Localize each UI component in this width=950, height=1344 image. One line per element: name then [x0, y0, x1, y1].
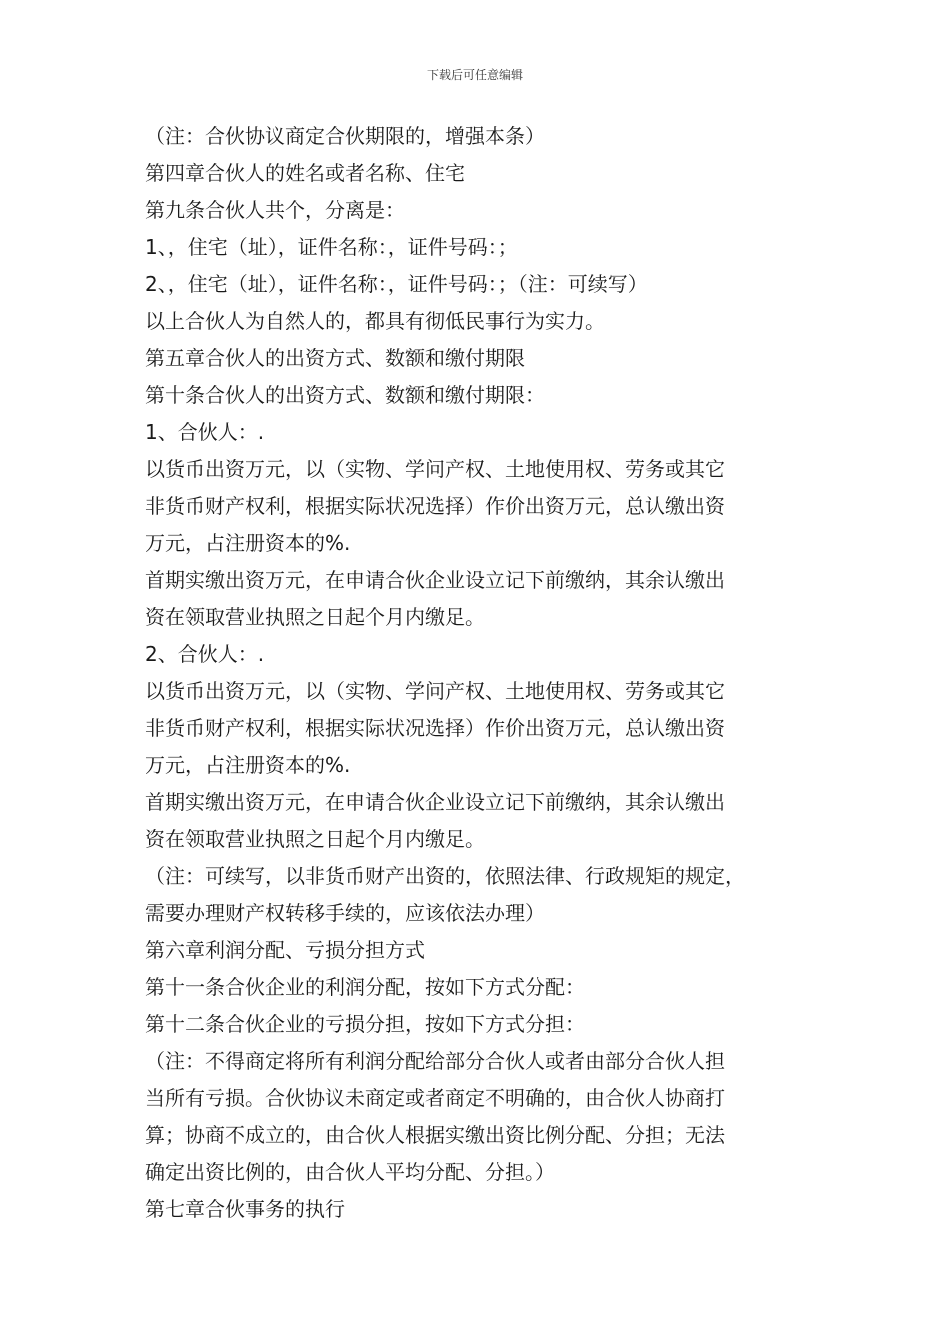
chapter-heading: 第五章合伙人的出资方式、数额和缴付期限	[145, 346, 525, 370]
document-body	[145, 118, 835, 1228]
text-line: 以上合伙人为自然人的，都具有彻低民事行为实力。	[145, 309, 605, 333]
text-line: 第九条合伙人共个，分离是：	[145, 198, 405, 222]
text-line: （注：合伙协议商定合伙期限的，增强本条）	[145, 124, 545, 148]
text-line: 资在领取营业执照之日起个月内缴足。	[145, 605, 485, 629]
text-line: 算；协商不成立的，由合伙人根据实缴出资比例分配、分担；无法	[145, 1123, 725, 1147]
chapter-heading: 第六章利润分配、亏损分担方式	[145, 938, 425, 962]
text-line: 1、，住宅（址），证件名称：，证件号码：；	[145, 235, 518, 259]
text-line: 万元，占注册资本的%.	[145, 531, 351, 555]
text-line: 需要办理财产权转移手续的，应该依法办理）	[145, 901, 545, 925]
page-header: 下载后可任意编辑	[426, 68, 523, 82]
text-line: 2、，住宅（址），证件名称：，证件号码：；（注：可续写）	[145, 272, 648, 296]
text-line: （注：可续写，以非货币财产出资的，依照法律、行政规矩的规定，	[145, 864, 745, 888]
text-line: 以货币出资万元，以（实物、学问产权、土地使用权、劳务或其它	[145, 679, 725, 703]
text-line: 第十二条合伙企业的亏损分担，按如下方式分担：	[145, 1012, 585, 1036]
text-line: （注：不得商定将所有利润分配给部分合伙人或者由部分合伙人担	[145, 1049, 725, 1073]
text-line: 以货币出资万元，以（实物、学问产权、土地使用权、劳务或其它	[145, 457, 725, 481]
text-line: 第十条合伙人的出资方式、数额和缴付期限：	[145, 383, 545, 407]
text-line: 2、合伙人：.	[145, 642, 265, 666]
text-line: 万元，占注册资本的%.	[145, 753, 351, 777]
text-line: 第十一条合伙企业的利润分配，按如下方式分配：	[145, 975, 585, 999]
text-line: 资在领取营业执照之日起个月内缴足。	[145, 827, 485, 851]
text-line: 首期实缴出资万元，在申请合伙企业设立记下前缴纳，其余认缴出	[145, 568, 725, 592]
text-line: 确定出资比例的，由合伙人平均分配、分担。）	[145, 1160, 555, 1184]
chapter-heading: 第七章合伙事务的执行	[145, 1197, 345, 1221]
text-line: 非货币财产权利，根据实际状况选择）作价出资万元，总认缴出资	[145, 494, 725, 518]
text-line: 首期实缴出资万元，在申请合伙企业设立记下前缴纳，其余认缴出	[145, 790, 725, 814]
text-line: 1、合伙人：.	[145, 420, 265, 444]
text-line: 当所有亏损。合伙协议未商定或者商定不明确的，由合伙人协商打	[145, 1086, 725, 1110]
chapter-heading: 第四章合伙人的姓名或者名称、住宅	[145, 161, 465, 185]
text-line: 非货币财产权利，根据实际状况选择）作价出资万元，总认缴出资	[145, 716, 725, 740]
